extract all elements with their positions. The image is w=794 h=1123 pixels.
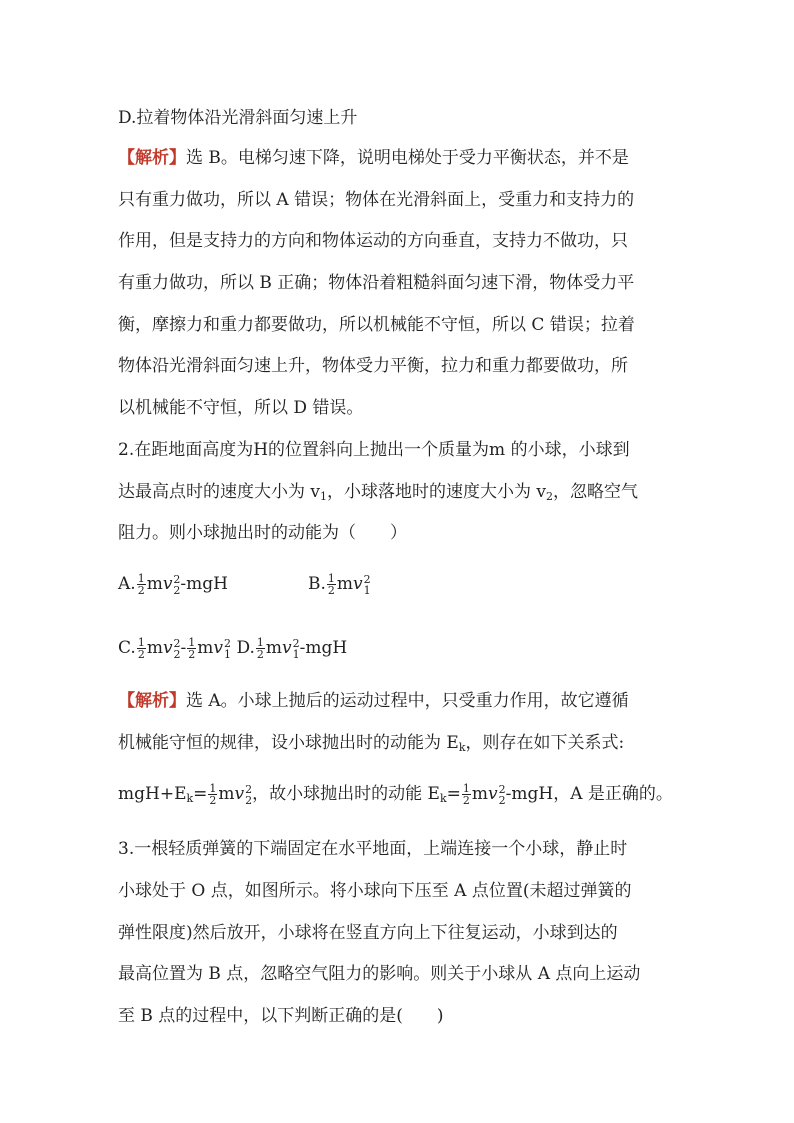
question3-line1: 3.一根轻质弹簧的下端固定在水平地面，上端连接一个小球，静止时	[118, 839, 628, 859]
analysis1-line4: 有重力做功，所以 B 正确；物体沿着粗糙斜面匀速下滑，物体受力平	[118, 273, 635, 293]
question3-line2: 小球处于 O 点，如图所示。将小球向下压至 A 点位置(未超过弹簧的	[118, 881, 632, 901]
q2-text-b: ，小球落地时的速度大小为 v	[327, 482, 547, 502]
option-c-d: C. $\frac{1}{2}$ mv 2 2 - $\frac{1}{2}$ mv 2 1 D. $\frac{1}{2}$ mv 2 1 -mgH	[118, 636, 348, 661]
question3-line3: 弹性限度)然后放开，小球将在竖直方向上下往复运动，小球到达的	[118, 923, 618, 943]
fraction-half: $\frac{1}{2}$	[256, 636, 264, 661]
q2-text-a: 达最高点时的速度大小为 v	[118, 482, 321, 502]
opt-d-label: D.	[236, 638, 255, 658]
analysis1-line2: 只有重力做功，所以 A 错误；物体在光滑斜面上，受重力和支持力的	[118, 190, 635, 210]
option-d-line: D.拉着物体沿光滑斜面匀速上升	[118, 108, 358, 128]
fraction-half: $\frac{1}{2}$	[137, 572, 145, 597]
analysis1-line3: 作用，但是支持力的方向和物体运动的方向垂直，支持力不做功，只	[118, 231, 628, 251]
q2-text-c: ，忽略空气	[553, 482, 639, 502]
option-a: A. $\frac{1}{2}$ mv 2 2 -mgH	[118, 572, 228, 597]
analysis1-line7: 以机械能不守恒，所以 D 错误。	[118, 398, 364, 418]
fraction-half: $\frac{1}{2}$	[327, 572, 335, 597]
analysis1-line5: 衡，摩擦力和重力都要做功，所以机械能不守恒，所以 C 错误；拉着	[118, 315, 635, 335]
analysis2-text1: 选 A。小球上抛后的运动过程中，只受重力作用，故它遵循	[186, 691, 629, 711]
analysis2-line3: $mgH+E_k=$ $\frac{1}{2}$ mv 2 2 ，故小球抛出时的动能 $E_k=$ $\frac{1}{2}$ mv 2 2 -mgH，A 是正确的。	[118, 782, 673, 807]
analysis2-line1	[118, 689, 629, 713]
question2-line1: 2.在距地面高度为H的位置斜向上抛出一个质量为m 的小球，小球到	[118, 440, 630, 460]
question2-line2	[118, 480, 638, 509]
analysis2-line2: 机械能守恒的规律，设小球抛出时的动能为 $E_k$，则存在如下关系式:	[118, 733, 625, 754]
opt-b-label: B.	[308, 574, 326, 594]
analysis1-line1	[118, 146, 629, 170]
question3-line4: 最高位置为 B 点，忽略空气阻力的影响。则关于小球从 A 点向上运动	[118, 964, 641, 984]
analysis-tag: 【解析】	[118, 148, 186, 168]
option-b: B. $\frac{1}{2}$ mv 2 1	[308, 572, 371, 597]
fraction-half: $\frac{1}{2}$	[188, 636, 196, 661]
analysis1-line6: 物体沿光滑斜面匀速上升，物体受力平衡，拉力和重力都要做功，所	[118, 356, 628, 376]
question3-line5: 至 B 点的过程中，以下判断正确的是( )	[118, 1006, 444, 1026]
opt-c-label: C.	[118, 638, 136, 658]
analysis-tag: 【解析】	[118, 691, 186, 711]
q2-sub1: 1	[320, 490, 328, 503]
q2-sub2: 2	[546, 490, 554, 503]
analysis1-text1: 选 B。电梯匀速下降，说明电梯处于受力平衡状态，并不是	[186, 148, 629, 168]
opt-a-label: A.	[118, 574, 136, 594]
fraction-half: $\frac{1}{2}$	[137, 636, 145, 661]
question2-line3: 阻力。则小球抛出时的动能为（ ）	[118, 523, 407, 543]
